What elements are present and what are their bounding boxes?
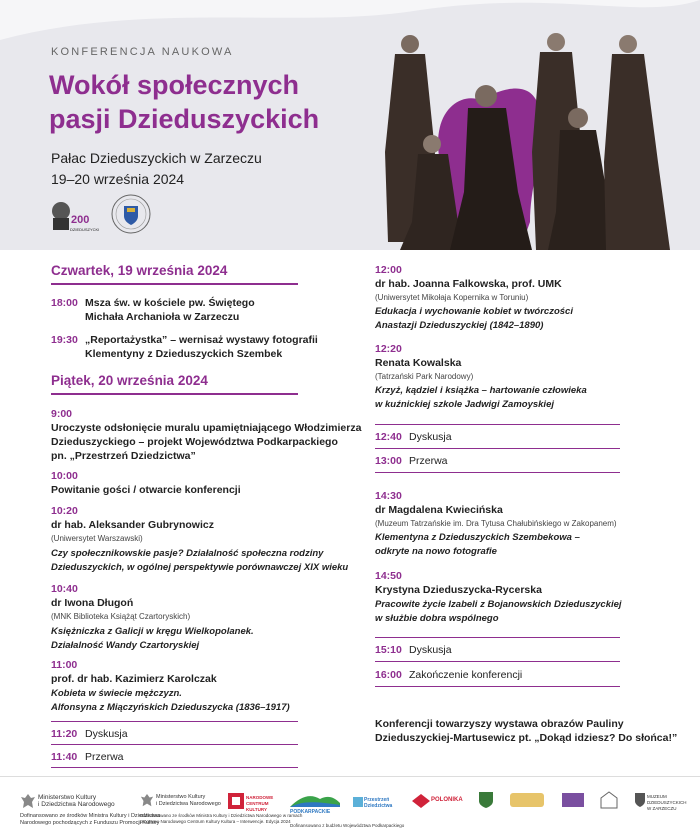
talk-title: Anastazji Dzieduszyckiej (1842–1890)	[375, 320, 544, 331]
talk-title: Edukacja i wychowanie kobiet w twórczości	[375, 306, 573, 317]
museum-logo-icon	[562, 793, 584, 807]
polonika-name: POLONIKA	[431, 797, 463, 803]
talk-title: Pracowite życie Izabeli z Bojanowskich Dzieduszyckiej	[375, 599, 622, 610]
event-label: Przerwa	[85, 751, 124, 763]
event-label: Zakończenie konferencji	[409, 669, 523, 681]
event-line: Klementyny z Dzieduszyckich Szembek	[85, 348, 283, 360]
talk-title: Czy społecznikowskie pasje? Działalność społeczna rodziny	[51, 548, 324, 559]
time: 13:00	[375, 455, 402, 467]
speaker-name: dr hab. Aleksander Gubrynowicz	[51, 519, 214, 531]
time: 12:20	[375, 343, 402, 355]
eagle-emblem-icon	[140, 793, 154, 809]
discussion-1510	[375, 643, 452, 657]
closing-1600	[375, 668, 522, 682]
event-line: Powitanie gości / otwarcie konferencji	[51, 484, 241, 496]
anniversary-200-logo	[50, 196, 100, 234]
talk-title: Kobieta w świecie mężczyzn.	[51, 688, 182, 699]
funding-note-1: Dofinansowano ze środków Ministra Kultury i Dziedzictwa Narodowego pochodzących z Funduszu Promocji Kultury	[20, 813, 161, 826]
speaker-institution: (Tatrzański Park Narodowy)	[375, 372, 474, 381]
event-label: Dyskusja	[85, 728, 128, 740]
przestrzen-name: Przestrzeń Dziedzictwa	[364, 797, 393, 809]
nck-logo-icon	[228, 793, 244, 809]
talk-title: Krzyż, kądziel i książka – hartowanie człowieka	[375, 385, 587, 396]
divider	[375, 686, 620, 687]
time: 15:10	[375, 644, 402, 656]
speaker-name: dr Iwona Długoń	[51, 597, 134, 609]
divider	[51, 721, 298, 722]
divider	[375, 637, 620, 638]
day2-rule	[51, 393, 298, 395]
talk-title: Działalność Wandy Czartoryskiej	[51, 640, 200, 651]
talk-title: Dzieduszyckich, w ogólnej perspektywie porównawczej XIX wieku	[51, 562, 349, 573]
title-line-2: pasji Dzieduszyckich	[49, 104, 320, 134]
conference-kicker: KONFERENCJA NAUKOWA	[51, 46, 234, 58]
time: 12:00	[375, 264, 402, 276]
speaker-institution: (Muzeum Tatrzańskie im. Dra Tytusa Chałubińskiego w Zakopanem)	[375, 519, 617, 528]
event-line: Michała Archanioła w Zarzeczu	[85, 311, 240, 323]
day1-item-1	[51, 296, 255, 310]
time: 10:40	[51, 583, 78, 595]
nck-name: NARODOWE CENTRUM KULTURY	[246, 795, 274, 812]
sponsor-footer	[0, 776, 700, 840]
speaker-name: dr hab. Joanna Falkowska, prof. UMK	[375, 278, 562, 290]
event-line: Msza św. w kościele pw. Świętego	[85, 297, 255, 309]
talk-title: odkryte na nowo fotografie	[375, 546, 497, 557]
podkarpackie-logo-icon	[290, 793, 340, 807]
time: 19:30	[51, 334, 78, 346]
discussion-1120	[51, 727, 128, 741]
break-1140	[51, 750, 124, 764]
time: 11:40	[51, 751, 78, 763]
muzeum-name: MUZEUM DZIEDUSZYCKICH W ZARZECZU	[647, 794, 687, 811]
time: 10:20	[51, 505, 78, 517]
divider	[375, 448, 620, 449]
venue: Pałac Dzieduszyckich w Zarzeczu	[51, 150, 262, 166]
event-line: „Reportażystka” – wernisaż wystawy fotografii	[85, 334, 318, 346]
discussion-1240	[375, 430, 452, 444]
logo-200-name: DZIEDUSZYCKI	[70, 227, 100, 232]
palace-logo-icon	[600, 791, 618, 809]
time: 9:00	[51, 408, 73, 420]
speaker-name: dr Magdalena Kwiecińska	[375, 504, 503, 516]
divider	[375, 661, 620, 662]
eagle-emblem-icon	[20, 793, 36, 811]
event-line: Dzieduszyckiego – projekt Województwa Podkarpackiego	[51, 436, 338, 448]
museum-crest-icon	[635, 793, 645, 807]
divider	[51, 767, 298, 768]
divider	[375, 472, 620, 473]
venue-block	[51, 148, 262, 190]
speaker-institution: (Uniwersytet Mikołaja Kopernika w Toruniu)	[375, 293, 529, 302]
talk-title: w służbie dobra wspólnego	[375, 613, 499, 624]
page-title	[49, 68, 379, 136]
exhibition-note: Dzieduszyckiej-Martusewicz pt. „Dokąd idziesz? Do słońca!”	[375, 732, 678, 744]
event-label: Dyskusja	[409, 644, 452, 656]
day1-heading: Czwartek, 19 września 2024	[51, 263, 228, 278]
speaker-name: Renata Kowalska	[375, 357, 462, 369]
time: 14:50	[375, 570, 402, 582]
time: 11:20	[51, 728, 78, 740]
polonika-logo-icon	[412, 794, 430, 808]
historic-photo-dzieduszycki-women	[360, 22, 680, 250]
ministry-name: Ministerstwo Kultury i Dziedzictwa Narodowego	[38, 794, 115, 808]
funding-note-2: Dofinansowano ze środków Ministra Kultury i Dziedzictwa Narodowego w ramach programu Narodowego Centrum Kultury Kultura – Interwencje. Edycja 2024	[140, 813, 303, 824]
day1-rule	[51, 283, 298, 285]
speaker-institution: (MNK Biblioteka Książąt Czartoryskich)	[51, 612, 191, 621]
logo-200-text: 200	[71, 214, 90, 226]
partner-logo-icon	[510, 793, 544, 807]
ministry-name-2: Ministerstwo Kultury i Dziedzictwa Narodowego	[156, 794, 221, 807]
day2-heading: Piątek, 20 września 2024	[51, 373, 208, 388]
event-label: Przerwa	[409, 455, 448, 467]
speaker-name: prof. dr hab. Kazimierz Karolczak	[51, 673, 217, 685]
exhibition-note: Konferencji towarzyszy wystawa obrazów Pauliny	[375, 718, 624, 730]
time: 18:00	[51, 297, 78, 309]
event-line: Uroczyste odsłonięcie muralu upamiętniającego Włodzimierza	[51, 422, 362, 434]
time: 12:40	[375, 431, 402, 443]
municipal-crest-icon	[478, 791, 494, 809]
break-1300	[375, 454, 448, 468]
talk-title: Księżniczka z Galicji w kręgu Wielkopolanek.	[51, 626, 254, 637]
talk-title: Klementyna z Dzieduszyckich Szembekowa –	[375, 532, 580, 543]
hero-banner	[0, 0, 700, 250]
time: 11:00	[51, 659, 78, 671]
podkarpackie-name: PODKARPACKIE	[290, 809, 331, 815]
time: 10:00	[51, 470, 78, 482]
society-crest-icon	[110, 193, 152, 235]
divider	[375, 424, 620, 425]
speaker-name: Krystyna Dzieduszycka-Rycerska	[375, 584, 542, 596]
event-label: Dyskusja	[409, 431, 452, 443]
day1-item-2	[51, 333, 318, 347]
heritage-logo-icon	[353, 797, 363, 807]
title-line-1: Wokół społecznych	[49, 70, 300, 100]
speaker-institution: (Uniwersytet Warszawski)	[51, 534, 143, 543]
talk-title: Alfonsyna z Miączyńskich Dzieduszycka (1836–1917)	[51, 702, 290, 713]
divider	[51, 744, 298, 745]
time: 16:00	[375, 669, 402, 681]
dates: 19–20 września 2024	[51, 171, 185, 187]
funding-note-3: Dofinansowano z budżetu Województwa Podkarpackiego	[290, 823, 405, 828]
talk-title: w kuźnickiej szkole Jadwigi Zamoyskiej	[375, 399, 554, 410]
event-line: pn. „Przestrzeń Dziedzictwa”	[51, 450, 196, 462]
time: 14:30	[375, 490, 402, 502]
